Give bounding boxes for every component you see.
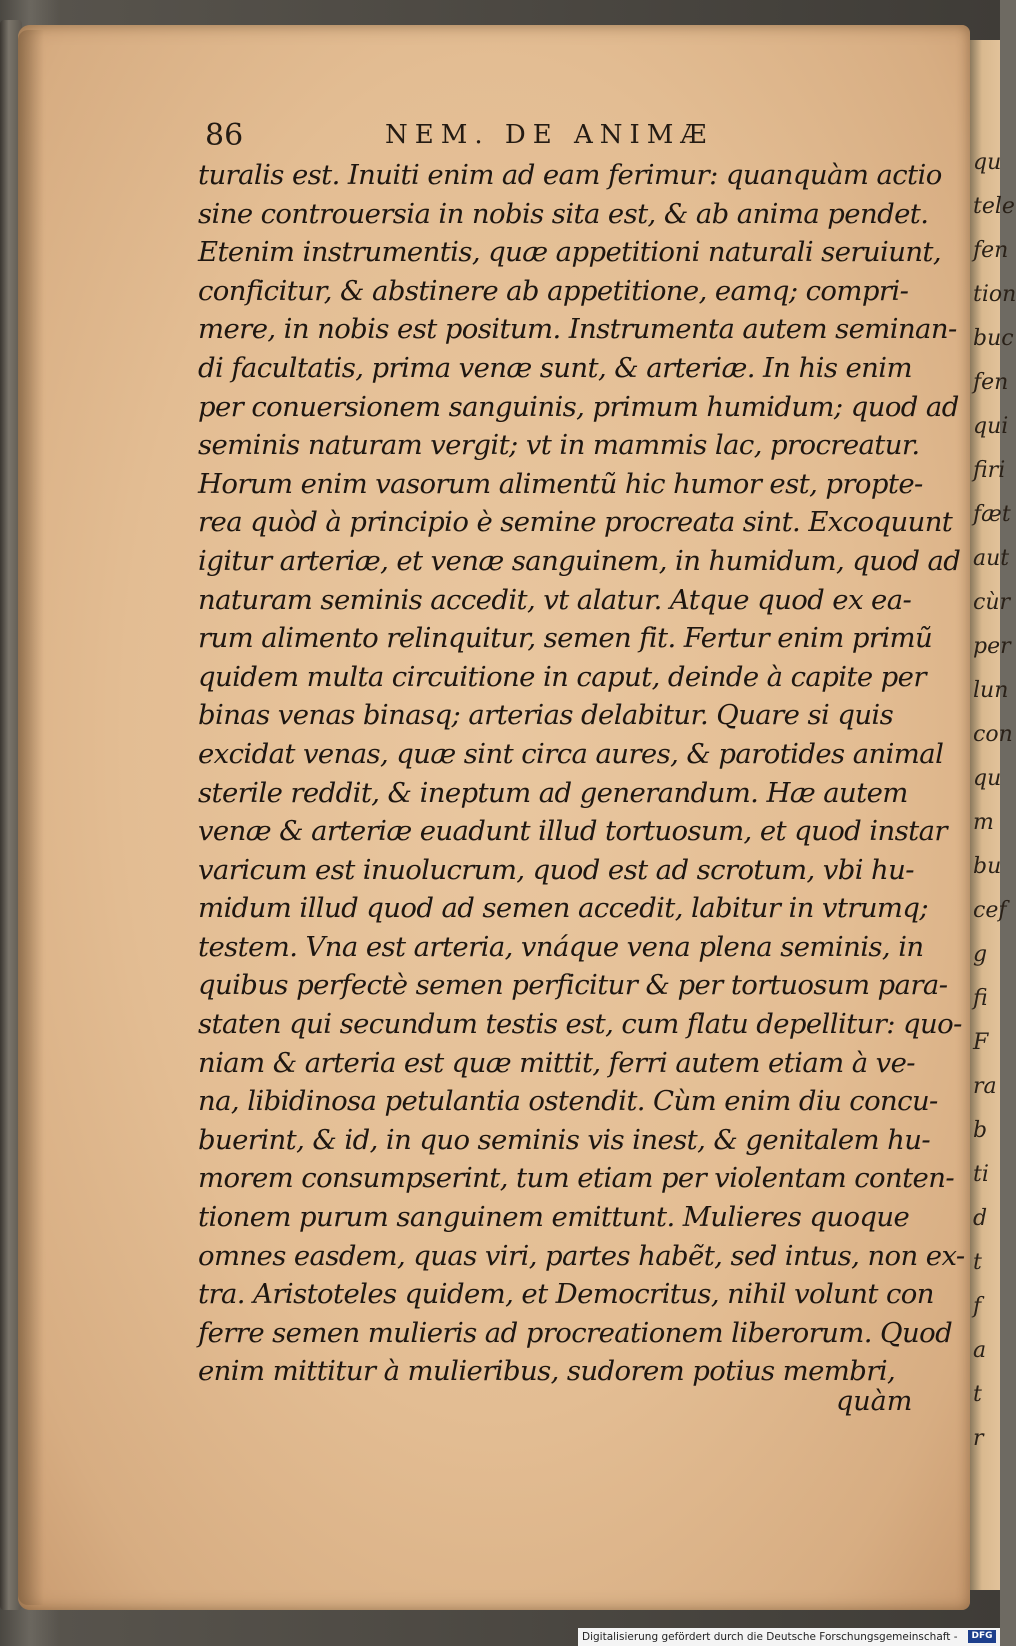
text-line: staten qui secundum testis est, cum flatu depellitur: quo- <box>198 1008 962 1041</box>
next-page-fragment: con <box>973 722 1013 747</box>
next-page-fragment: g <box>973 942 988 967</box>
page-gutter-shadow <box>18 30 44 1605</box>
catchword: quàm <box>836 1386 913 1417</box>
text-line: midum illud quod ad semen accedit, labitur in vtrumq; <box>198 892 929 925</box>
page-number: 86 <box>205 118 244 153</box>
next-page-fragment: qu <box>973 766 1002 791</box>
text-line: testem. Vna est arteria, vnáque vena plena seminis, in <box>198 930 924 963</box>
next-page-fragment: cef <box>973 898 1007 923</box>
text-line: varicum est inuolucrum, quod est ad scrotum, vbi hu- <box>198 853 914 886</box>
text-line: na, libidinosa petulantia ostendit. Cùm enim diu concu- <box>198 1085 938 1118</box>
text-line: tra. Aristoteles quidem, et Democritus, nihil volunt con <box>198 1278 934 1311</box>
next-page-fragment: cùr <box>973 590 1011 615</box>
text-line: mere, in nobis est positum. Instrumenta autem seminan- <box>198 313 957 346</box>
next-page-fragment: r <box>973 1426 984 1451</box>
next-page-fragment: ra <box>973 1074 997 1099</box>
text-line: excidat venas, quæ sint circa aures, & parotides animal <box>198 737 944 770</box>
text-line: omnes easdem, quas viri, partes habẽt, sed intus, non ex- <box>198 1239 965 1272</box>
next-page-fragment: tion <box>973 282 1016 307</box>
dfg-logo: DFG <box>968 1630 996 1643</box>
next-page-fragment: fi <box>973 986 988 1011</box>
footer-credit: Digitalisierung gefördert durch die Deutsche Forschungsgemeinschaft - <box>582 1631 958 1643</box>
next-page-fragment: qu <box>973 150 1002 175</box>
text-line: venæ & arteriæ euadunt illud tortuosum, et quod instar <box>198 815 947 848</box>
body-text <box>198 156 965 1391</box>
text-line: rum alimento relinquitur, semen fit. Fertur enim primũ <box>198 622 933 655</box>
text-line: turalis est. Inuiti enim ad eam ferimur: quanquàm actio <box>198 159 942 191</box>
text-line: buerint, & id, in quo seminis vis inest, & genitalem hu- <box>198 1123 931 1156</box>
text-line: naturam seminis accedit, vt alatur. Atque quod ex ea- <box>198 583 912 616</box>
next-page-fragment: a <box>973 1338 987 1363</box>
text-line: enim mittitur à mulieribus, sudorem potius membri, <box>198 1355 896 1388</box>
next-page-fragment: bu <box>973 854 1002 879</box>
next-page-fragment: aut <box>973 546 1010 571</box>
text-line: seminis naturam vergit; vt in mammis lac, procreatur. <box>198 429 920 462</box>
next-page-fragment: tele <box>973 194 1015 219</box>
next-page-fragment: fen <box>973 370 1009 395</box>
running-head: NEM. DE ANIMÆ <box>385 120 714 150</box>
text-line: Etenim instrumentis, quæ appetitioni naturali seruiunt, <box>198 236 942 269</box>
next-page-fragment: per <box>973 634 1011 659</box>
next-page-fragment: fæt <box>973 502 1011 527</box>
text-line: sterile reddit, & ineptum ad generandum. Hæ autem <box>198 776 908 809</box>
text-line: niam & arteria est quæ mittit, ferri autem etiam à ve- <box>198 1046 915 1079</box>
text-line: tionem purum sanguinem emittunt. Mulieres quoque <box>198 1201 910 1234</box>
text-line: conficitur, & abstinere ab appetitione, eamq; compri- <box>198 274 909 307</box>
next-page-fragment: F <box>973 1030 989 1055</box>
next-page-fragment: t <box>973 1250 982 1275</box>
next-page-edge <box>970 40 1016 1590</box>
text-line: rea quòd à principio è semine procreata sint. Excoquunt <box>198 506 953 539</box>
text-line: morem consumpserint, tum etiam per violentam conten- <box>198 1162 955 1195</box>
text-line: binas venas binasq; arterias delabitur. Quare si quis <box>198 699 894 732</box>
text-line: Horum enim vasorum alimentũ hic humor est, propte- <box>198 467 923 500</box>
text-line: ferre semen mulieris ad procreationem liberorum. Quod <box>198 1316 953 1349</box>
next-page-fragment: fen <box>973 238 1009 263</box>
text-line: sine controuersia in nobis sita est, & ab anima pendet. <box>198 197 929 230</box>
next-page-fragment: qui <box>973 414 1009 439</box>
text-line: igitur arteriæ, et venæ sanguinem, in humidum, quod ad <box>198 544 961 577</box>
next-page-fragment: d <box>973 1206 988 1231</box>
next-page-fragment: t <box>973 1382 982 1407</box>
text-line: quidem multa circuitione in caput, deinde à capite per <box>198 660 926 693</box>
next-page-fragment: b <box>973 1118 988 1143</box>
next-page-fragment: buc <box>973 326 1014 351</box>
next-page-fragment: f <box>973 1294 982 1319</box>
next-page-fragment: firi <box>973 458 1006 483</box>
text-line: quibus perfectè semen perficitur & per tortuosum para- <box>198 969 948 1002</box>
page-header <box>205 118 895 158</box>
digitization-footer <box>578 1628 1000 1646</box>
text-line: di facultatis, prima venæ sunt, & arteriæ. In his enim <box>198 351 912 384</box>
next-page-fragment: lun <box>973 678 1009 703</box>
next-page-fragment: m <box>973 810 994 835</box>
text-line: per conuersionem sanguinis, primum humidum; quod ad <box>198 390 959 423</box>
next-page-fragment: ti <box>973 1162 989 1187</box>
